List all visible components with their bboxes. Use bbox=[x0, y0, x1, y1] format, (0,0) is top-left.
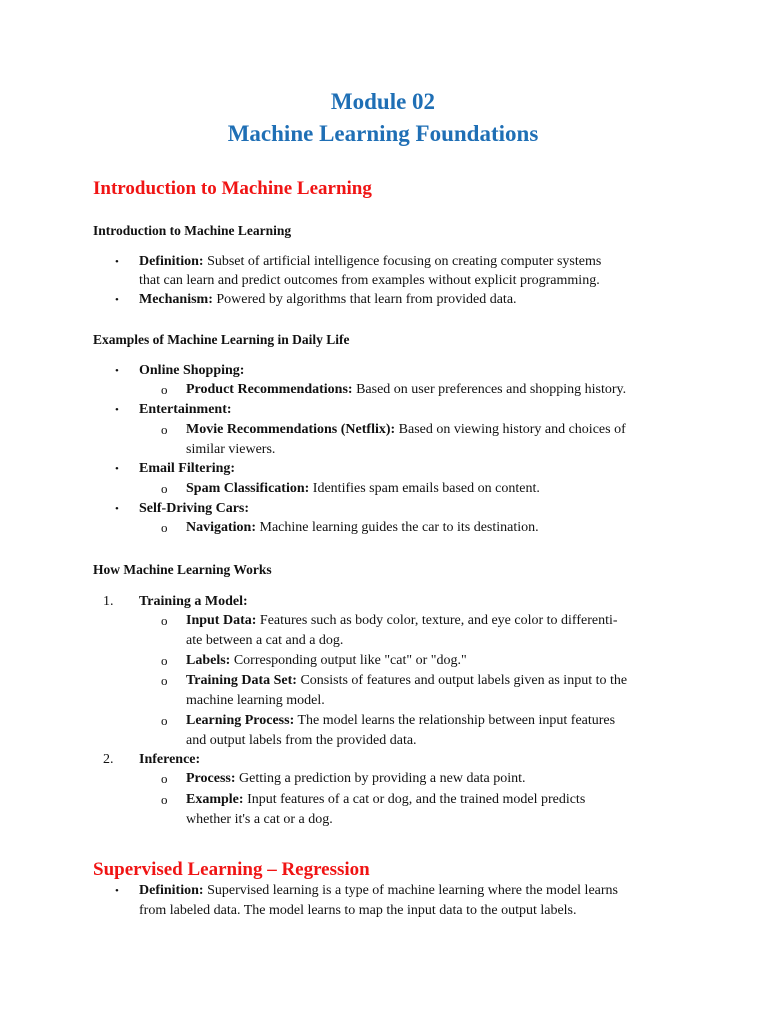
definition-line bbox=[139, 252, 601, 272]
definition-label: Definition: bbox=[139, 254, 204, 269]
section-heading-intro: Introduction to Machine Learning bbox=[93, 178, 372, 199]
labels-label: Labels: bbox=[186, 653, 231, 668]
circle-bullet-icon: o bbox=[161, 713, 168, 728]
supervised-definition-line-cont: from labeled data. The model learns to map the input data to the output labels. bbox=[139, 903, 577, 918]
bullet-icon: • bbox=[115, 463, 119, 475]
training-data-set-label: Training Data Set: bbox=[186, 673, 297, 688]
product-recommendations-text: Based on user preferences and shopping history. bbox=[352, 382, 627, 397]
bullet-icon: • bbox=[115, 365, 119, 377]
product-recommendations-label: Product Recommendations: bbox=[186, 382, 353, 397]
bullet-icon: • bbox=[115, 503, 119, 515]
training-a-model: Training a Model: bbox=[139, 594, 248, 609]
spam-classification-text: Identifies spam emails based on content. bbox=[309, 481, 540, 496]
example-line-cont: whether it's a cat or a dog. bbox=[186, 812, 333, 827]
learning-process-line bbox=[186, 711, 615, 731]
circle-bullet-icon: o bbox=[161, 792, 168, 807]
list-number: 1. bbox=[103, 594, 114, 609]
labels-text: Corresponding output like "cat" or "dog." bbox=[230, 653, 467, 668]
example-text: Input features of a cat or dog, and the trained model predicts bbox=[243, 792, 586, 807]
input-data-line bbox=[186, 611, 618, 631]
circle-bullet-icon: o bbox=[161, 771, 168, 786]
subheading-intro: Introduction to Machine Learning bbox=[93, 223, 292, 238]
learning-process-label: Learning Process: bbox=[186, 713, 295, 728]
inference: Inference: bbox=[139, 752, 201, 767]
training-data-set-text: Consists of features and output labels given as input to the bbox=[296, 673, 628, 688]
definition-text: Subset of artificial intelligence focusing on creating computer systems bbox=[203, 254, 602, 269]
list-number: 2. bbox=[103, 752, 114, 767]
module-subtitle: Machine Learning Foundations bbox=[227, 121, 539, 146]
mechanism-line bbox=[139, 290, 517, 310]
section-heading-supervised-regression: Supervised Learning – Regression bbox=[93, 859, 370, 880]
example-entertainment: Entertainment: bbox=[139, 402, 232, 417]
learning-process-line-cont: and output labels from the provided data. bbox=[186, 733, 417, 748]
process-line bbox=[186, 769, 526, 789]
navigation-text: Machine learning guides the car to its destination. bbox=[256, 520, 539, 535]
process-text: Getting a prediction by providing a new data point. bbox=[235, 771, 526, 786]
spam-classification-line bbox=[186, 479, 540, 499]
process-label: Process: bbox=[186, 771, 236, 786]
subheading-examples: Examples of Machine Learning in Daily Life bbox=[93, 332, 350, 347]
module-title: Module 02 bbox=[330, 89, 436, 114]
example-self-driving-cars: Self-Driving Cars: bbox=[139, 501, 250, 516]
navigation-line bbox=[186, 518, 539, 538]
circle-bullet-icon: o bbox=[161, 520, 168, 535]
movie-recommendations-label: Movie Recommendations (Netflix): bbox=[186, 422, 396, 437]
circle-bullet-icon: o bbox=[161, 673, 168, 688]
circle-bullet-icon: o bbox=[161, 653, 168, 668]
example-line bbox=[186, 790, 585, 810]
example-online-shopping: Online Shopping: bbox=[139, 363, 245, 378]
definition-line-cont: that can learn and predict outcomes from examples without explicit programming. bbox=[139, 273, 600, 288]
bullet-icon: • bbox=[115, 256, 119, 268]
labels-line bbox=[186, 651, 467, 671]
training-data-set-line-cont: machine learning model. bbox=[186, 693, 325, 708]
subheading-how-ml-works: How Machine Learning Works bbox=[93, 562, 272, 577]
input-data-line-cont: ate between a cat and a dog. bbox=[186, 633, 344, 648]
training-data-set-line bbox=[186, 671, 627, 691]
movie-recommendations-text: Based on viewing history and choices of bbox=[395, 422, 626, 437]
circle-bullet-icon: o bbox=[161, 382, 168, 397]
input-data-label: Input Data: bbox=[186, 613, 257, 628]
example-email-filtering: Email Filtering: bbox=[139, 461, 236, 476]
learning-process-text: The model learns the relationship between input features bbox=[294, 713, 616, 728]
bullet-icon: • bbox=[115, 294, 119, 306]
product-recommendations-line bbox=[186, 380, 626, 400]
navigation-label: Navigation: bbox=[186, 520, 256, 535]
input-data-text: Features such as body color, texture, and eye color to differenti- bbox=[256, 613, 618, 628]
mechanism-label: Mechanism: bbox=[139, 292, 213, 307]
mechanism-text: Powered by algorithms that learn from provided data. bbox=[212, 292, 517, 307]
supervised-definition-line bbox=[139, 881, 618, 901]
supervised-definition-label: Definition: bbox=[139, 883, 204, 898]
circle-bullet-icon: o bbox=[161, 613, 168, 628]
circle-bullet-icon: o bbox=[161, 481, 168, 496]
bullet-icon: • bbox=[115, 885, 119, 897]
spam-classification-label: Spam Classification: bbox=[186, 481, 310, 496]
circle-bullet-icon: o bbox=[161, 422, 168, 437]
movie-recommendations-line bbox=[186, 420, 626, 440]
example-label: Example: bbox=[186, 792, 244, 807]
bullet-icon: • bbox=[115, 404, 119, 416]
movie-recommendations-line-cont: similar viewers. bbox=[186, 442, 276, 457]
supervised-definition-text: Supervised learning is a type of machine learning where the model learns bbox=[203, 883, 618, 898]
